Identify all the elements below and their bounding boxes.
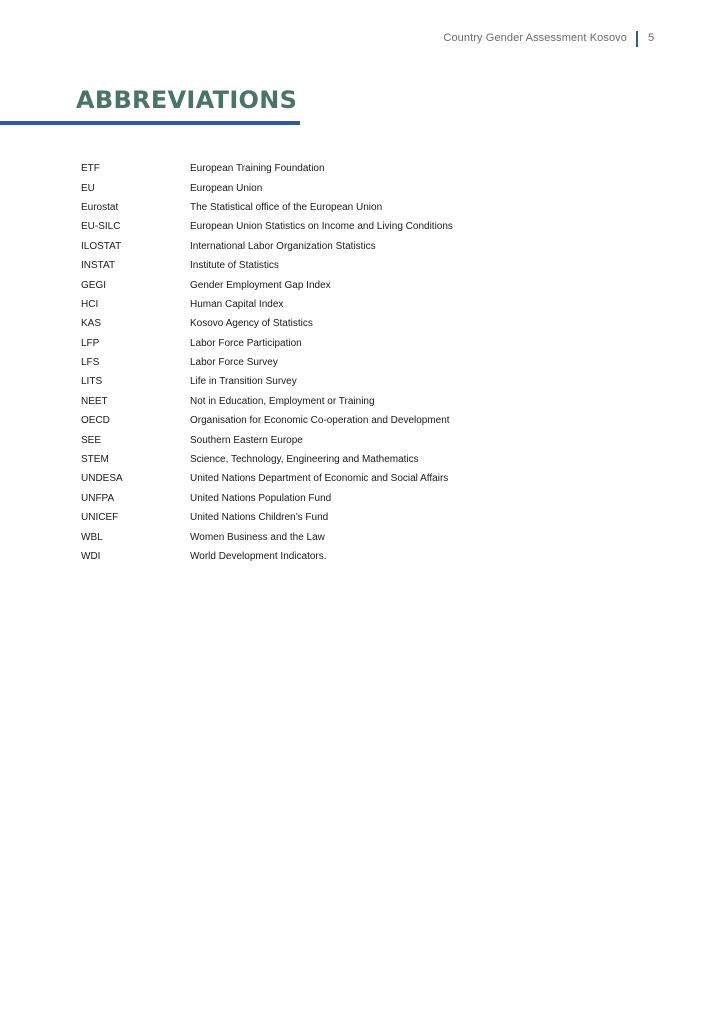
abbreviation-definition: Human Capital Index — [190, 298, 284, 310]
abbreviation-row — [81, 508, 601, 527]
abbreviation-row — [81, 314, 601, 333]
abbreviation-definition: Organisation for Economic Co-operation and Development — [190, 415, 450, 427]
abbreviation-definition: Kosovo Agency of Statistics — [190, 318, 313, 330]
abbreviation-definition: Labor Force Survey — [190, 357, 278, 369]
abbreviation-definition: International Labor Organization Statistics — [190, 240, 376, 252]
header-divider — [636, 31, 638, 47]
abbreviation-row — [81, 256, 601, 275]
abbreviation-term: OECD — [81, 415, 110, 427]
abbreviation-definition: Gender Employment Gap Index — [190, 279, 331, 291]
abbreviation-term: WDI — [81, 551, 101, 562]
abbreviation-term: UNICEF — [81, 512, 119, 524]
abbreviation-row — [81, 237, 601, 256]
abbreviation-term: ILOSTAT — [81, 240, 122, 252]
running-title: Country Gender Assessment Kosovo — [443, 32, 627, 44]
abbreviation-term: LFP — [81, 337, 100, 349]
abbreviation-row — [81, 295, 601, 314]
abbreviation-definition: Women Business and the Law — [190, 531, 325, 543]
abbreviation-term: EU — [81, 182, 95, 194]
abbreviation-definition: United Nations Population Fund — [190, 492, 332, 504]
page-number: 5 — [648, 32, 655, 44]
abbreviation-term: ETF — [81, 163, 100, 175]
abbreviation-definition: European Union Statistics on Income and Living Conditions — [190, 221, 453, 233]
abbreviation-term: NEET — [81, 395, 108, 407]
abbreviation-term: STEM — [81, 454, 109, 466]
abbreviation-term: Eurostat — [81, 201, 119, 213]
abbreviation-term: INSTAT — [81, 260, 116, 272]
abbreviation-definition: Life in Transition Survey — [190, 376, 297, 388]
abbreviation-definition: Labor Force Participation — [190, 337, 302, 349]
abbreviation-row — [81, 450, 601, 469]
abbreviation-definition: European Union — [190, 182, 263, 194]
abbreviation-definition: Not in Education, Employment or Training — [190, 395, 375, 407]
abbreviation-row — [81, 159, 601, 178]
abbreviation-row — [81, 392, 601, 411]
abbreviation-definition: European Training Foundation — [190, 163, 325, 175]
abbreviation-term: UNFPA — [81, 492, 115, 504]
abbreviation-list — [81, 159, 601, 566]
abbreviation-row — [81, 411, 601, 430]
abbreviation-definition: United Nations Department of Economic and Social Affairs — [190, 473, 449, 485]
abbreviation-term: SEE — [81, 434, 102, 446]
abbreviation-row — [81, 178, 601, 197]
abbreviation-row — [81, 334, 601, 353]
abbreviation-row — [81, 275, 601, 294]
abbreviation-term: UNDESA — [81, 473, 123, 485]
abbreviation-row — [81, 198, 601, 217]
abbreviation-definition: The Statistical office of the European Union — [190, 201, 383, 213]
running-header — [0, 31, 724, 49]
abbreviation-definition: World Development Indicators. — [190, 551, 327, 562]
abbreviation-term: LITS — [81, 376, 103, 388]
abbreviation-row — [81, 489, 601, 508]
abbreviation-row — [81, 469, 601, 488]
abbreviation-definition: United Nations Children’s Fund — [190, 512, 329, 524]
abbreviation-term: LFS — [81, 357, 100, 369]
abbreviation-row — [81, 217, 601, 236]
abbreviation-row — [81, 547, 601, 566]
abbreviation-term: WBL — [81, 531, 103, 543]
abbreviation-term: KAS — [81, 318, 102, 330]
section-title: ABBREVIATIONS — [76, 86, 298, 114]
abbreviation-row — [81, 353, 601, 372]
abbreviation-row — [81, 372, 601, 391]
title-underline — [0, 121, 300, 125]
abbreviation-row — [81, 527, 601, 546]
abbreviation-term: HCI — [81, 298, 99, 310]
abbreviation-term: GEGI — [81, 279, 107, 291]
abbreviation-term: EU-SILC — [81, 221, 121, 233]
abbreviation-definition: Science, Technology, Engineering and Mathematics — [190, 454, 419, 466]
abbreviation-definition: Institute of Statistics — [190, 260, 279, 272]
abbreviation-row — [81, 430, 601, 449]
abbreviation-definition: Southern Eastern Europe — [190, 434, 303, 446]
